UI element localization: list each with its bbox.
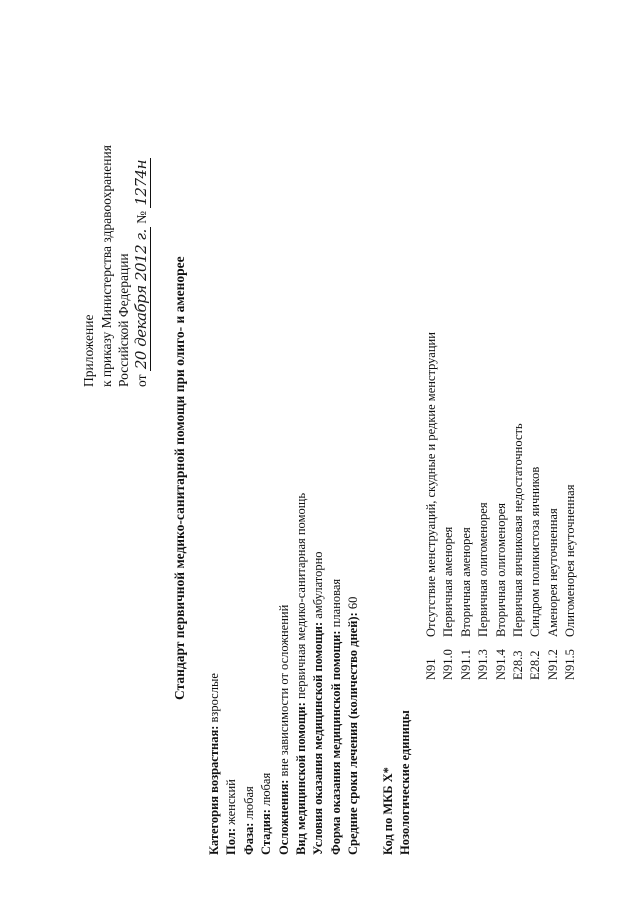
list-item xyxy=(423,332,440,680)
annex-number-prefix: № xyxy=(133,210,149,224)
standard-parameters xyxy=(206,493,363,855)
param-value: взрослые xyxy=(207,673,221,726)
param-label: Стадия: xyxy=(259,809,274,855)
param-value: первичная медико-санитарная помощь xyxy=(294,492,309,703)
annex-block xyxy=(80,145,150,387)
param-row xyxy=(223,493,240,855)
list-item xyxy=(527,332,544,680)
param-label: Вид медицинской помощи: xyxy=(294,702,309,855)
param-value: 60 xyxy=(346,596,361,613)
icd-code: E28.3 xyxy=(511,650,526,680)
param-row xyxy=(258,493,275,855)
icd-description: Вторичная олигоменорея xyxy=(493,502,508,637)
param-value: женский xyxy=(224,779,239,829)
list-item xyxy=(510,332,527,680)
icd-description: Первичная аменорея xyxy=(441,526,456,637)
list-item xyxy=(440,332,457,680)
icd-code-label: Код по МКБ X* xyxy=(381,767,395,855)
param-label: Условия оказания медицинской помощи: xyxy=(311,621,326,855)
param-label: Осложнения: xyxy=(276,779,291,855)
icd-description: Первичная яичниковая недостаточность xyxy=(511,423,526,637)
param-label: Средние сроки лечения (количество дней): xyxy=(346,612,361,855)
annex-country-line: Российской Федерации xyxy=(116,253,131,387)
document-title: Стандарт первичной медико-санитарной помощи при олиго- и аменорее xyxy=(172,256,187,700)
icd-code-list xyxy=(423,332,580,680)
annex-heading: Приложение xyxy=(81,314,96,387)
param-label: Фаза: xyxy=(241,822,256,855)
icd-code: N91.5 xyxy=(563,649,578,680)
list-item xyxy=(493,332,510,680)
param-value: вне зависимости от осложнений xyxy=(276,604,291,780)
param-row xyxy=(293,493,310,855)
icd-code: N91.4 xyxy=(493,649,508,680)
param-row xyxy=(206,493,223,855)
annex-date-line xyxy=(133,145,151,387)
handwritten-number: 1274н xyxy=(131,160,150,206)
param-label: Форма оказания медицинской помощи: xyxy=(328,630,343,855)
icd-code: N91 xyxy=(424,658,438,680)
icd-description: Первичная олигоменорея xyxy=(476,502,491,637)
icd-description: Олигоменорея неуточненная xyxy=(563,484,578,637)
icd-code: N91.2 xyxy=(545,649,560,680)
nosology-label: Нозологические единицы xyxy=(398,710,413,855)
icd-section xyxy=(380,710,415,855)
icd-code: N91.1 xyxy=(458,649,473,680)
param-value: плановая xyxy=(328,578,343,631)
param-row xyxy=(241,493,258,855)
param-row xyxy=(345,493,362,855)
icd-code: N91.0 xyxy=(441,649,456,680)
icd-description: Синдром поликистоза яичников xyxy=(528,466,543,637)
handwritten-date: 20 декабря 2012 г. xyxy=(131,229,150,370)
param-row xyxy=(328,493,345,855)
icd-description: Отсутствие менструаций, скудные и редкие менструации xyxy=(424,332,438,637)
icd-code: E28.2 xyxy=(528,650,543,680)
icd-description: Вторичная аменорея xyxy=(458,527,473,637)
annex-date-prefix: от xyxy=(133,374,149,387)
param-row xyxy=(310,493,327,855)
list-item xyxy=(562,332,579,680)
param-label: Пол: xyxy=(224,828,239,855)
param-value: амбулаторно xyxy=(311,551,326,622)
annex-order-line: к приказу Министерства здравоохранения xyxy=(98,145,114,387)
param-label: Категория возрастная: xyxy=(207,725,221,855)
param-value: любая xyxy=(241,786,256,823)
param-value: любая xyxy=(259,772,274,810)
list-item xyxy=(458,332,475,680)
list-item xyxy=(545,332,562,680)
icd-description: Аменорея неуточненная xyxy=(545,508,560,637)
icd-code: N91.3 xyxy=(476,649,491,680)
param-row xyxy=(276,493,293,855)
list-item xyxy=(475,332,492,680)
